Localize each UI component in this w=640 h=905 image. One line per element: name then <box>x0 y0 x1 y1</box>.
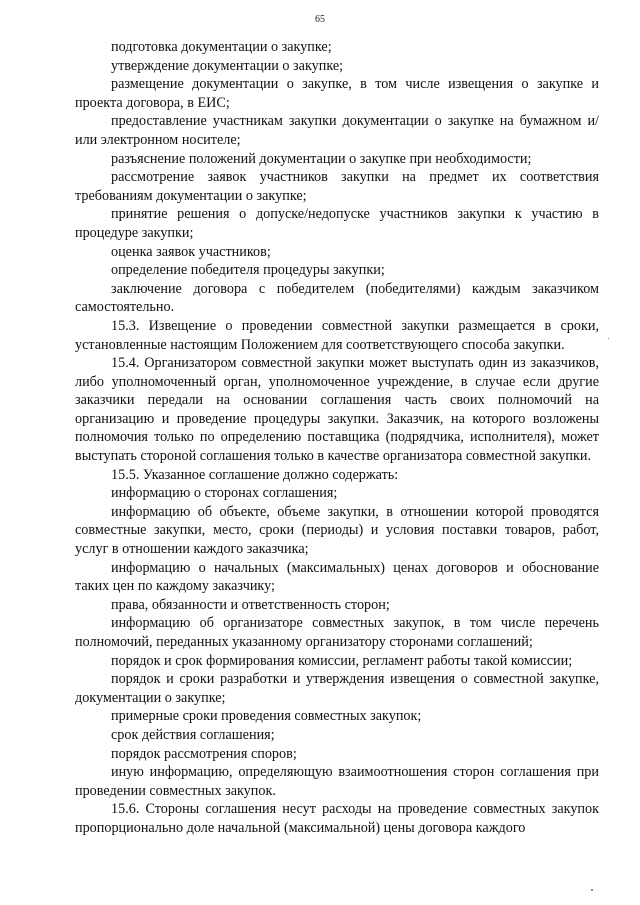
paragraph: рассмотрение заявок участников закупки на предмет их соответствия требованиям документации о закупке; <box>75 169 599 204</box>
paragraph: информацию о сторонах соглашения; <box>111 485 338 502</box>
paragraph: подготовка документации о закупке; <box>111 39 332 55</box>
paragraph: права, обязанности и ответственность сторон; <box>111 596 390 613</box>
paragraph: размещение документации о закупке, в том числе извещения о закупке и проекта договора, в ЕИС; <box>75 76 599 111</box>
paragraph: определение победителя процедуры закупки; <box>111 262 385 279</box>
paragraph: утверждение документации о закупке; <box>111 57 344 74</box>
section-15-5: 15.5. Указанное соглашение должно содержать: <box>111 466 399 483</box>
paragraph: заключение договора с победителем (победителями) каждым заказчиком самостоятельно. <box>75 280 599 316</box>
paragraph: информацию об объекте, объеме закупки, в отношении которой проводятся совместные закупки, место, сроки (периоды) и условия поставки товаров, работ, услуг в отношении каждого заказчика; <box>75 503 599 558</box>
paragraph: предоставление участникам закупки документации о закупке на бумажном и/или электронном носителе; <box>75 113 599 148</box>
paragraph: принятие решения о допуске/недопуске участников закупки к участию в процедуре закупки; <box>75 206 599 241</box>
document-body <box>75 38 599 838</box>
paragraph: информацию о начальных (максимальных) ценах договоров и обоснование таких цен по каждому заказчику; <box>75 559 599 595</box>
paragraph: порядок и сроки разработки и утверждения извещения о совместной закупке, документации о закупке; <box>75 671 599 706</box>
paragraph: оценка заявок участников; <box>111 243 271 260</box>
paragraph: примерные сроки проведения совместных закупок; <box>111 708 422 725</box>
paragraph: иную информацию, определяющую взаимоотношения сторон соглашения при проведении совместных закупок. <box>75 764 599 799</box>
paragraph: срок действия соглашения; <box>111 726 275 743</box>
section-15-4: 15.4. Организатором совместной закупки может выступать один из заказчиков, либо уполномоченный орган, уполномоченное учреждение, в случае если другие заказчики передали на основании соглашения часть своих полномочий на организацию и проведение процедуры закупки. Заказчик, на которого возложены полномочия только по определению поставщика (подрядчика, исполнителя), может выступать стороной соглашения только в качестве организатора совместной закупки. <box>75 355 599 465</box>
paragraph: разъяснение положений документации о закупке при необходимости; <box>111 150 532 167</box>
paragraph: порядок и срок формирования комиссии, регламент работы такой комиссии; <box>111 652 573 669</box>
scan-speck <box>608 338 609 339</box>
section-15-3: 15.3. Извещение о проведении совместной закупки размещается в сроки, установленные настоящим Положением для соответствующего способа закупки. <box>75 317 599 353</box>
page-number: 65 <box>315 14 325 25</box>
scan-speck <box>591 889 593 891</box>
paragraph: порядок рассмотрения споров; <box>111 745 297 762</box>
paragraph: информацию об организаторе совместных закупок, в том числе перечень полномочий, переданных указанному организатору сторонами соглашений; <box>75 615 599 650</box>
section-15-6: 15.6. Стороны соглашения несут расходы на проведение совместных закупок пропорционально доле начальной (максимальной) цены договора каждого <box>75 801 599 836</box>
